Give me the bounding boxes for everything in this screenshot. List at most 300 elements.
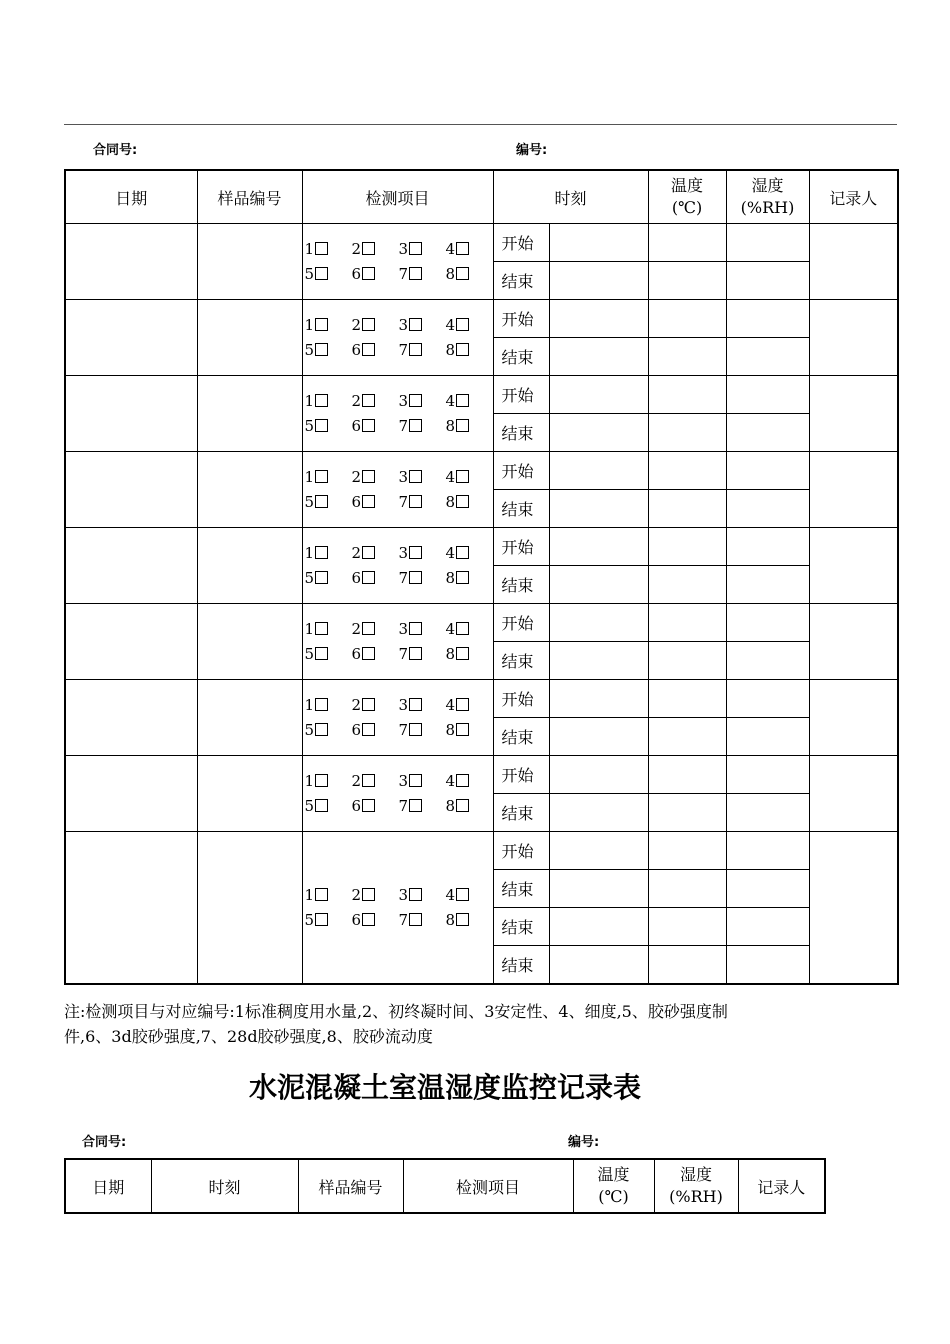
test-item-option[interactable] [399,794,446,819]
checkbox[interactable] [362,546,375,559]
test-item-number: 1 [304,391,315,410]
humidity-cell[interactable] [726,794,809,832]
checkbox[interactable] [456,799,469,812]
sample-no-cell[interactable] [197,604,302,680]
time-cell[interactable] [549,946,648,985]
test-item-option[interactable] [305,642,352,667]
test-item-option[interactable] [399,389,446,414]
date-cell[interactable] [65,224,197,300]
time-cell[interactable] [549,414,648,452]
checkbox[interactable] [409,267,422,280]
checkbox[interactable] [456,242,469,255]
checkbox[interactable] [456,913,469,926]
test-item-number: 7 [398,492,409,511]
humidity-cell[interactable] [726,376,809,414]
temperature-cell[interactable] [648,376,726,414]
checkbox[interactable] [456,888,469,901]
test-item-option[interactable] [446,642,470,667]
checkbox[interactable] [456,571,469,584]
time-cell[interactable] [549,832,648,870]
checkbox-line [305,414,493,439]
time-cell[interactable] [549,566,648,604]
table-row [65,528,898,566]
time-cell[interactable] [549,262,648,300]
date-cell[interactable] [65,756,197,832]
test-item-number: 7 [398,796,409,815]
time-cell[interactable] [549,908,648,946]
sample-no-cell[interactable] [197,452,302,528]
table-row [65,452,898,490]
table-row [65,376,898,414]
test-item-number: 8 [445,910,456,929]
test-item-option[interactable] [446,908,470,933]
second-record-table [64,1158,826,1214]
end-label: 结束 [493,908,549,946]
checkbox[interactable] [409,799,422,812]
test-items-checkboxes [302,452,493,528]
test-item-option[interactable] [446,465,470,490]
test-item-option[interactable] [305,718,352,743]
checkbox[interactable] [315,343,328,356]
test-item-option[interactable] [352,908,399,933]
sample-no-cell[interactable] [197,528,302,604]
checkbox-line [305,908,493,933]
checkbox[interactable] [362,267,375,280]
temperature-cell[interactable] [648,452,726,490]
checkbox[interactable] [362,622,375,635]
recorder-cell[interactable] [809,376,898,452]
checkbox-line [305,313,493,338]
test-item-option[interactable] [305,389,352,414]
test-item-option[interactable] [399,414,446,439]
test-item-number: 3 [398,239,409,258]
recorder-cell[interactable] [809,452,898,528]
checkbox[interactable] [315,647,328,660]
checkbox[interactable] [456,419,469,432]
test-item-number: 5 [304,796,315,815]
test-item-option[interactable] [352,566,399,591]
checkbox[interactable] [362,888,375,901]
sample-no-cell[interactable] [197,376,302,452]
col-recorder: 记录人 [809,170,898,224]
temperature-cell[interactable] [648,300,726,338]
time-cell[interactable] [549,604,648,642]
humidity-cell[interactable] [726,908,809,946]
checkbox[interactable] [409,698,422,711]
test-item-option[interactable] [305,566,352,591]
test-item-number: 8 [445,644,456,663]
test-item-number: 7 [398,910,409,929]
table-header-row [65,170,898,224]
checkbox[interactable] [409,888,422,901]
temperature-cell[interactable] [648,832,726,870]
checkbox[interactable] [409,394,422,407]
checkbox[interactable] [362,913,375,926]
test-item-option[interactable] [305,262,352,287]
date-cell[interactable] [65,680,197,756]
time-cell[interactable] [549,680,648,718]
test-item-option[interactable] [399,617,446,642]
test-item-option[interactable] [352,541,399,566]
test-item-option[interactable] [399,338,446,363]
humidity-cell[interactable] [726,946,809,985]
checkbox[interactable] [362,571,375,584]
test-item-option[interactable] [446,414,470,439]
test-item-number: 7 [398,416,409,435]
start-label: 开始 [493,604,549,642]
temperature-cell[interactable] [648,870,726,908]
recorder-cell[interactable] [809,756,898,832]
test-item-option[interactable] [446,313,470,338]
checkbox[interactable] [362,774,375,787]
test-item-option[interactable] [446,490,470,515]
temperature-cell[interactable] [648,908,726,946]
test-items-checkboxes [302,832,493,985]
checkbox[interactable] [409,470,422,483]
checkbox[interactable] [362,470,375,483]
time-cell[interactable] [549,794,648,832]
temperature-cell[interactable] [648,680,726,718]
time-cell[interactable] [549,870,648,908]
test-item-option[interactable] [352,313,399,338]
test-item-option[interactable] [399,541,446,566]
test-item-number: 1 [304,315,315,334]
test-item-option[interactable] [352,237,399,262]
checkbox[interactable] [362,495,375,508]
checkbox[interactable] [456,343,469,356]
test-item-number: 8 [445,568,456,587]
test-item-option[interactable] [305,414,352,439]
table-row [65,224,898,262]
test-item-option[interactable] [305,908,352,933]
checkbox[interactable] [315,546,328,559]
test-item-option[interactable] [352,718,399,743]
temperature-cell[interactable] [648,414,726,452]
test-item-option[interactable] [305,617,352,642]
sample-no-cell[interactable] [197,756,302,832]
recorder-cell[interactable] [809,528,898,604]
checkbox[interactable] [409,913,422,926]
checkbox[interactable] [409,318,422,331]
checkbox[interactable] [315,723,328,736]
humidity-cell[interactable] [726,870,809,908]
test-item-option[interactable] [446,794,470,819]
test-item-number: 3 [398,467,409,486]
test-item-number: 4 [445,771,456,790]
contract-number-label: 合同号: [93,143,138,158]
checkbox[interactable] [362,343,375,356]
test-item-option[interactable] [399,769,446,794]
humidity-cell[interactable] [726,718,809,756]
test-item-option[interactable] [446,883,470,908]
checkbox-line [305,693,493,718]
humidity-cell[interactable] [726,338,809,376]
test-item-number: 8 [445,720,456,739]
humidity-cell[interactable] [726,756,809,794]
humidity-cell[interactable] [726,262,809,300]
recorder-cell[interactable] [809,224,898,300]
checkbox[interactable] [315,318,328,331]
start-label: 开始 [493,376,549,414]
temperature-cell[interactable] [648,490,726,528]
checkbox[interactable] [409,571,422,584]
checkbox-line [305,389,493,414]
checkbox[interactable] [315,419,328,432]
test-item-number: 4 [445,695,456,714]
date-cell[interactable] [65,300,197,376]
time-cell[interactable] [549,528,648,566]
sample-no-cell[interactable] [197,832,302,985]
test-item-option[interactable] [305,490,352,515]
humidity-cell[interactable] [726,642,809,680]
checkbox-line [305,566,493,591]
second-contract-number-label: 合同号: [82,1135,127,1150]
recorder-cell[interactable] [809,680,898,756]
time-cell[interactable] [549,300,648,338]
checkbox[interactable] [362,698,375,711]
checkbox[interactable] [315,622,328,635]
checkbox[interactable] [362,419,375,432]
test-item-number: 6 [351,264,362,283]
test-item-option[interactable] [399,490,446,515]
time-cell[interactable] [549,718,648,756]
end-label: 结束 [493,642,549,680]
humidity-cell[interactable] [726,566,809,604]
humidity-cell[interactable] [726,224,809,262]
checkbox[interactable] [315,267,328,280]
humidity-cell[interactable] [726,528,809,566]
recorder-cell[interactable] [809,604,898,680]
test-item-option[interactable] [399,313,446,338]
time-cell[interactable] [549,452,648,490]
checkbox[interactable] [456,698,469,711]
test-item-option[interactable] [352,389,399,414]
temperature-cell[interactable] [648,338,726,376]
checkbox[interactable] [315,495,328,508]
temperature-cell[interactable] [648,566,726,604]
test-item-option[interactable] [352,617,399,642]
col-sample-no: 样品编号 [197,170,302,224]
temperature-cell[interactable] [648,604,726,642]
test-item-option[interactable] [305,693,352,718]
test-item-option[interactable] [305,338,352,363]
start-label: 开始 [493,528,549,566]
time-cell[interactable] [549,642,648,680]
temperature-cell[interactable] [648,642,726,680]
test-item-option[interactable] [399,718,446,743]
checkbox[interactable] [362,242,375,255]
test-item-option[interactable] [446,718,470,743]
test-items-checkboxes [302,528,493,604]
sample-no-cell[interactable] [197,300,302,376]
checkbox[interactable] [409,647,422,660]
end-label: 结束 [493,946,549,985]
sample-no-cell[interactable] [197,680,302,756]
test-item-option[interactable] [446,237,470,262]
temperature-cell[interactable] [648,718,726,756]
test-item-option[interactable] [305,794,352,819]
checkbox[interactable] [456,318,469,331]
checkbox[interactable] [315,799,328,812]
checkbox-line [305,541,493,566]
checkbox[interactable] [409,622,422,635]
checkbox[interactable] [315,394,328,407]
test-item-option[interactable] [399,237,446,262]
footnote [64,999,884,1049]
date-cell[interactable] [65,604,197,680]
checkbox[interactable] [456,546,469,559]
test-item-option[interactable] [446,693,470,718]
test-item-number: 1 [304,239,315,258]
test-item-number: 6 [351,416,362,435]
start-label: 开始 [493,832,549,870]
test-items-checkboxes [302,224,493,300]
temperature-cell[interactable] [648,946,726,985]
checkbox[interactable] [456,774,469,787]
sample-no-cell[interactable] [197,224,302,300]
test-item-option[interactable] [305,237,352,262]
start-label: 开始 [493,300,549,338]
test-item-number: 3 [398,315,409,334]
humidity-cell[interactable] [726,452,809,490]
test-item-option[interactable] [446,566,470,591]
test-item-option[interactable] [399,693,446,718]
checkbox[interactable] [362,723,375,736]
test-item-option[interactable] [399,566,446,591]
test-item-number: 6 [351,340,362,359]
checkbox[interactable] [456,394,469,407]
checkbox[interactable] [456,723,469,736]
checkbox[interactable] [409,723,422,736]
test-item-option[interactable] [352,414,399,439]
checkbox[interactable] [456,470,469,483]
test-item-option[interactable] [305,883,352,908]
checkbox[interactable] [362,799,375,812]
test-item-number: 5 [304,416,315,435]
checkbox-line [305,883,493,908]
test-item-option[interactable] [399,262,446,287]
test-item-option[interactable] [352,465,399,490]
test-item-option[interactable] [352,693,399,718]
checkbox[interactable] [362,318,375,331]
test-item-option[interactable] [305,769,352,794]
checkbox-line [305,465,493,490]
test-item-option[interactable] [352,794,399,819]
checkbox[interactable] [362,647,375,660]
test-item-option[interactable] [352,883,399,908]
test-item-option[interactable] [352,262,399,287]
test-item-option[interactable] [446,769,470,794]
date-cell[interactable] [65,832,197,985]
second-col-time: 时刻 [151,1159,298,1213]
test-item-option[interactable] [352,490,399,515]
date-cell[interactable] [65,452,197,528]
checkbox-line [305,617,493,642]
checkbox[interactable] [409,419,422,432]
test-item-number: 1 [304,771,315,790]
temperature-cell[interactable] [648,528,726,566]
time-cell[interactable] [549,376,648,414]
date-cell[interactable] [65,528,197,604]
humidity-cell[interactable] [726,604,809,642]
test-item-option[interactable] [446,338,470,363]
test-item-number: 6 [351,644,362,663]
checkbox[interactable] [362,394,375,407]
checkbox-line [305,794,493,819]
table-row [65,680,898,718]
checkbox[interactable] [456,495,469,508]
test-item-option[interactable] [305,541,352,566]
test-item-option[interactable] [352,338,399,363]
test-item-option[interactable] [399,908,446,933]
humidity-cell[interactable] [726,414,809,452]
humidity-cell[interactable] [726,300,809,338]
form-title: 水泥混凝土室温湿度监控记录表 [248,1071,641,1104]
checkbox[interactable] [315,774,328,787]
checkbox-line [305,338,493,363]
time-cell[interactable] [549,338,648,376]
temperature-cell[interactable] [648,794,726,832]
checkbox-line [305,718,493,743]
checkbox[interactable] [315,698,328,711]
checkbox[interactable] [315,242,328,255]
test-item-option[interactable] [305,465,352,490]
recorder-cell[interactable] [809,832,898,985]
temperature-cell[interactable] [648,756,726,794]
form-number-label: 编号: [516,143,548,158]
checkbox[interactable] [315,571,328,584]
test-item-option[interactable] [399,465,446,490]
time-cell[interactable] [549,756,648,794]
test-item-number: 1 [304,543,315,562]
test-item-number: 2 [351,467,362,486]
humidity-cell[interactable] [726,490,809,528]
test-item-option[interactable] [399,883,446,908]
checkbox[interactable] [315,913,328,926]
checkbox[interactable] [409,495,422,508]
test-item-option[interactable] [446,617,470,642]
test-item-option[interactable] [446,389,470,414]
humidity-cell[interactable] [726,680,809,718]
checkbox[interactable] [409,774,422,787]
recorder-cell[interactable] [809,300,898,376]
footnote-line-1: 注:检测项目与对应编号:1标准稠度用水量,2、初终凝时间、3安定性、4、细度,5、胶砂强度制 [64,1002,728,1021]
checkbox[interactable] [456,622,469,635]
checkbox[interactable] [409,242,422,255]
checkbox[interactable] [409,546,422,559]
time-cell[interactable] [549,224,648,262]
time-cell[interactable] [549,490,648,528]
checkbox[interactable] [315,470,328,483]
start-label: 开始 [493,680,549,718]
humidity-cell[interactable] [726,832,809,870]
temperature-cell[interactable] [648,262,726,300]
test-item-number: 7 [398,568,409,587]
checkbox[interactable] [409,343,422,356]
test-item-option[interactable] [446,541,470,566]
test-item-option[interactable] [399,642,446,667]
test-item-option[interactable] [352,642,399,667]
checkbox[interactable] [456,267,469,280]
test-item-number: 6 [351,492,362,511]
test-item-option[interactable] [305,313,352,338]
test-item-option[interactable] [446,262,470,287]
checkbox[interactable] [315,888,328,901]
checkbox[interactable] [456,647,469,660]
temperature-cell[interactable] [648,224,726,262]
date-cell[interactable] [65,376,197,452]
test-item-option[interactable] [352,769,399,794]
